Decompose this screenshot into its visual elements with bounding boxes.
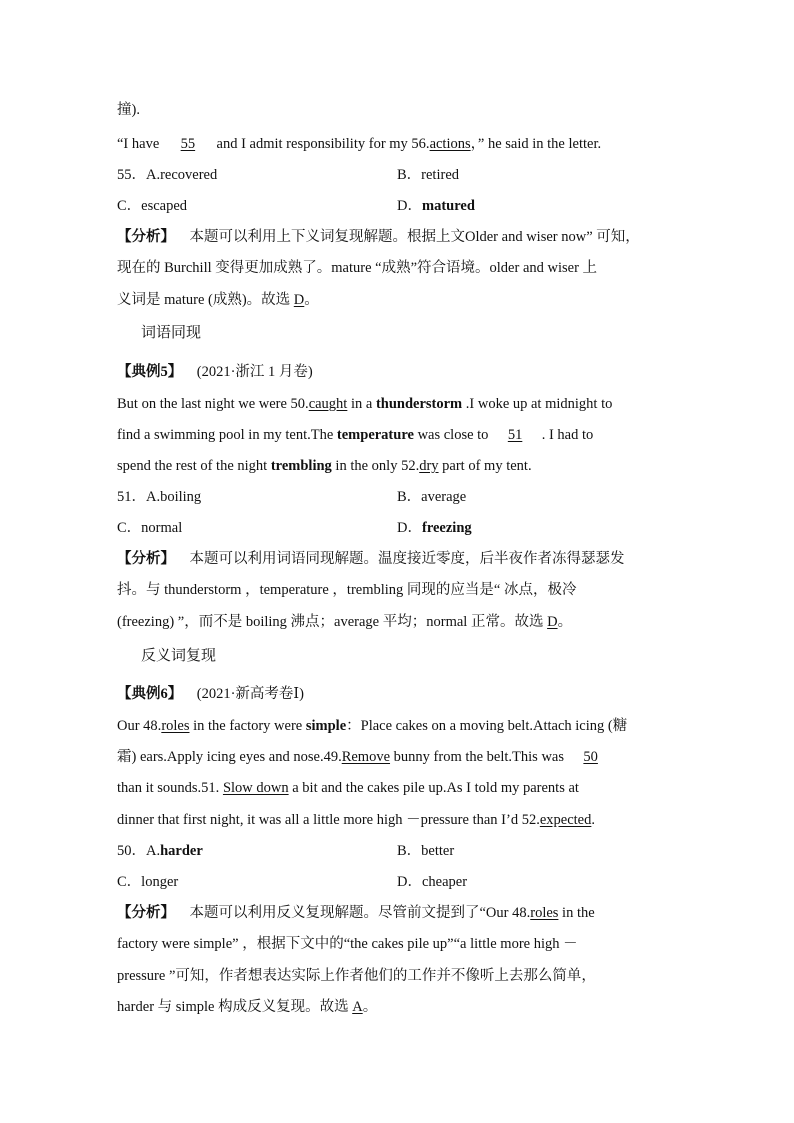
analysis-line: 义词是 mature (成熟)。故选 D。 [117, 292, 319, 308]
bold-word: simple [305, 718, 347, 734]
underlined-word: roles [161, 718, 190, 734]
passage-line: Our 48.roles in the factory were simple：Place cakes on a moving belt.Attach icing (糖 [117, 718, 628, 734]
options-row [117, 518, 679, 538]
underlined-word: actions [429, 136, 471, 152]
options-row [117, 196, 679, 216]
option-a: 55．A.recovered [117, 167, 218, 183]
options-row [117, 872, 679, 892]
analysis-line: 抖。与 thunderstorm ，temperature ，trembling 同现的应当是“ 冰点，极冷 [117, 582, 577, 598]
analysis-line: 现在的 Burchill 变得更加成熟了。mature “成熟”符合语境。older and wiser 上 [117, 260, 598, 276]
analysis-text: 本题可以利用上下义词复现解题。根据上文Older and wiser now” 可知， [189, 229, 640, 245]
underlined-word: caught [308, 396, 348, 412]
analysis-line: harder 与 simple 构成反义复现。故选 A。 [117, 999, 378, 1015]
blank-55: 55 [180, 136, 196, 152]
option-d: D．matured [397, 198, 475, 214]
underlined-word: Remove [341, 749, 391, 765]
option-a: 51．A.boiling [117, 489, 202, 505]
option-b: B．better [397, 843, 455, 859]
analysis-tag: 【分析】 [117, 905, 175, 921]
bold-word: thunderstorm [375, 396, 463, 412]
example-source: (2021·浙江 1 月卷) [196, 364, 313, 380]
quote-text: ，” he said in the letter. [470, 136, 602, 152]
example-source: (2021·新高考卷Ⅰ) [196, 686, 304, 702]
underlined-word: Slow down [222, 780, 289, 796]
passage-line: than it sounds.51. Slow down a bit and the cakes pile up.As I told my parents at [117, 780, 579, 796]
option-c: C．longer [117, 874, 179, 890]
analysis-text: 本题可以利用反义复现解题。尽管前文提到了“Our 48. [189, 905, 531, 921]
analysis-line [117, 227, 679, 247]
underlined-word: dry [419, 458, 439, 474]
analysis-text: 本题可以利用词语同现解题。温度接近零度，后半夜作者冻得瑟瑟发 [189, 551, 625, 567]
option-c: C．escaped [117, 198, 188, 214]
text-line: 撞). [117, 102, 140, 118]
bold-word: trembling [270, 458, 332, 474]
example-tag: 【典例6】 [117, 686, 183, 702]
bold-word: temperature [336, 427, 414, 443]
analysis-tag: 【分析】 [117, 229, 175, 245]
passage-line: spend the rest of the night trembling in the only 52.dry part of my tent. [117, 458, 532, 474]
passage-line: find a swimming pool in my tent.The temperature was close to 51 . I had to [117, 427, 594, 443]
blank-51: 51 [507, 427, 523, 443]
options-row [117, 841, 679, 861]
passage-line: 霜) ears.Apply icing eyes and nose.49.Remove bunny from the belt.This was 50 [117, 747, 679, 767]
underlined-word: expected [539, 812, 592, 828]
passage-line: But on the last night we were 50.caught in a thunderstorm .I woke up at midnight to [117, 396, 613, 412]
quote-text: “I have [117, 136, 163, 152]
options-row [117, 487, 679, 507]
analysis-line: pressure ”可知，作者想表达实际上作者他们的工作并不像听上去那么简单， [117, 968, 596, 984]
option-b: B．retired [397, 167, 460, 183]
answer: D [547, 614, 558, 630]
example-tag: 【典例5】 [117, 364, 183, 380]
option-d: D．freezing [397, 520, 472, 536]
quote-line [117, 134, 679, 154]
answer: A [352, 999, 363, 1015]
example-title [117, 684, 679, 704]
analysis-line: (freezing) ”，而不是 boiling 沸点；average 平均；normal 正常。故选 D。 [117, 614, 573, 630]
option-a: 50．A.harder [117, 843, 203, 859]
options-row [117, 165, 679, 185]
section-heading: 反义词复现 [141, 648, 217, 664]
quote-text: and I admit responsibility for my 56. [212, 136, 430, 152]
analysis-line [117, 549, 679, 569]
option-c: C．normal [117, 520, 183, 536]
passage-line: dinner that first night, it was all a little more high －pressure than I’d 52.expected. [117, 812, 595, 828]
example-title [117, 362, 679, 382]
section-heading: 词语同现 [141, 325, 202, 341]
underlined-word: roles [530, 905, 559, 921]
analysis-line: factory were simple” ，根据下文中的“the cakes pile up”“a little more high － [117, 936, 578, 952]
analysis-line: 【分析】 本题可以利用反义复现解题。尽管前文提到了“Our 48.roles in the [117, 905, 595, 921]
answer: D [293, 292, 305, 308]
option-b: B．average [397, 489, 467, 505]
blank-50: 50 [583, 749, 598, 765]
analysis-tag: 【分析】 [117, 551, 175, 567]
option-d: D．cheaper [397, 874, 468, 890]
